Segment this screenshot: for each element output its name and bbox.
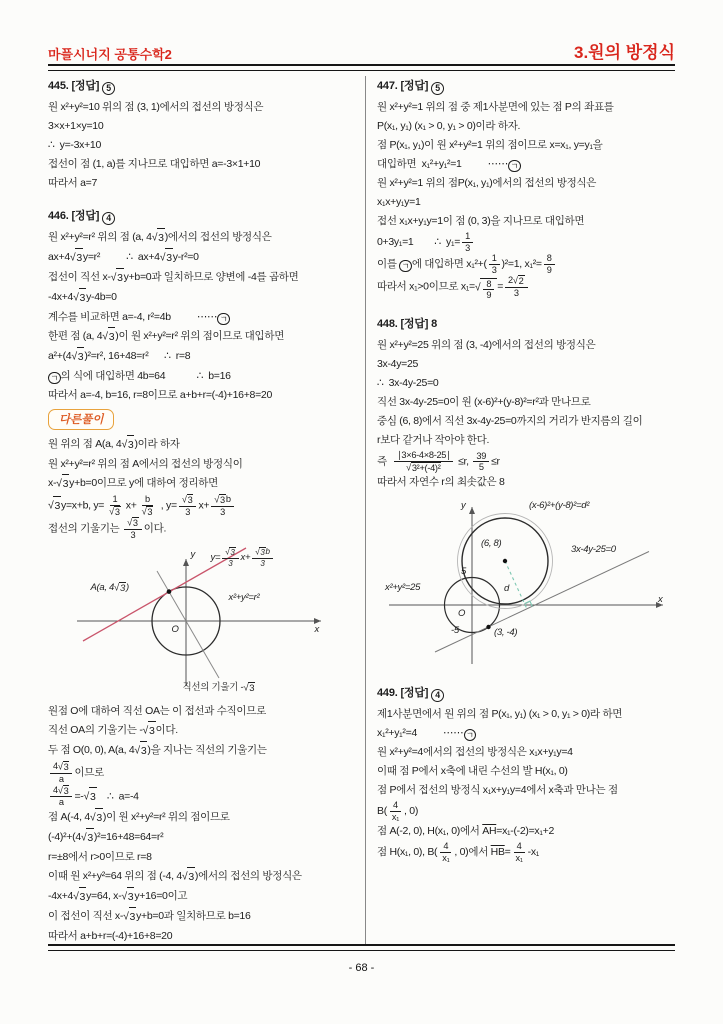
problem-446-solution xyxy=(48,228,353,405)
center-label: (6, 8) xyxy=(481,538,502,550)
text-line: 원 x²+y²=25 위의 점 (3, -4)에서의 접선의 방정식은 xyxy=(377,339,596,352)
alternative-solution-badge: 다른풀이 xyxy=(48,409,114,430)
text-line: 접선의 기울기는 √ 3 3 이다. xyxy=(48,517,167,540)
text-line: ㄱ 의 식에 대입하면 4b=64 ∴ b=16 xyxy=(48,367,353,386)
problem-446-alt-solution-part1 xyxy=(48,435,353,540)
text-line: 점 A(-2, 0), H(x₁, 0)에서 $\overline{AH}=x_1-(-2)=x_1+2$ xyxy=(377,825,554,838)
figure-446-tangent-circle xyxy=(61,546,341,694)
content-columns xyxy=(48,76,675,944)
y-axis-label: y xyxy=(190,549,195,561)
figure-448-canvas xyxy=(377,498,677,670)
header-rule xyxy=(48,64,675,71)
text-line: 이 접선이 직선 x- √ 3 y+b=0과 일치하므로 b=16 xyxy=(48,907,353,927)
text-line: x- √ 3 y+b=0이므로 y에 대하여 정리하면 xyxy=(48,474,353,494)
text-line: 4 √ 3 a =- √ 3 ∴ a=-4 xyxy=(48,785,353,808)
text-line: 직선 3x-4y-25=0이 원 (x-6)²+(y-8)²=r²과 만나므로 xyxy=(377,396,591,409)
text-line: 따라서 x₁>0이므로 x₁= √ $\frac{8}{9}$ = 2 √ 2 3 xyxy=(377,275,674,301)
problem-446-heading: 446. [정답] 4 xyxy=(48,206,353,226)
text-line: 한편 점 (a, 4 √ 3 )이 원 x²+y²=r² 위의 점이므로 대입하면 xyxy=(48,327,353,347)
problem-445 xyxy=(48,76,353,193)
text-line: 점 P에서 접선의 방정식 x₁x+y₁y=4에서 x축과 만나는 점 xyxy=(377,784,618,797)
tangent-line xyxy=(435,552,649,653)
circle-equation-label: x²+y²=r² xyxy=(228,592,260,604)
footer-rule xyxy=(48,944,675,951)
text-line: (-4)²+(4 √ 3 )²=16+48=64=r² xyxy=(48,828,353,848)
column-divider xyxy=(365,76,366,944)
text-line: ∴ 3x-4y-25=0 xyxy=(377,377,439,390)
text-line: 4 √ 3 a 이므로 xyxy=(48,761,353,784)
distance-d-label: d xyxy=(504,583,509,595)
text-line: 계수를 비교하면 a=-4, r²=4b ⋯⋯ ㄱ xyxy=(48,308,353,327)
text-line: 원 x²+y²=4에서의 접선의 방정식은 x₁x+y₁y=4 xyxy=(377,746,573,759)
text-line: 접선이 점 (1, a)를 지나므로 대입하면 a=-3×1+10 xyxy=(48,158,261,170)
text-line: x₁x+y₁y=1 xyxy=(377,196,421,208)
text-line: √ 3 y=x+b, y= 1 √ 3 x+ b √ 3 , y= √ 3 3 x+ √ 3 b 3 xyxy=(48,494,353,517)
text-line: 원 x²+y²=r² 위의 점 (a, 4 √ 3 )에서의 접선의 방정식은 xyxy=(48,228,353,248)
problem-448-solution xyxy=(377,336,674,492)
page-header xyxy=(48,38,675,63)
text-line: 점 H(x₁, 0), B( $\frac{4}{\text{x₁}}$ , 0)에서 $\overline{HB}=$ $\frac{4}{\text{x₁}}$ -x₁ xyxy=(377,841,540,864)
text-line: 원 x²+y²=10 위의 점 (3, 1)에서의 접선의 방정식은 xyxy=(48,101,264,113)
tangency-point-dot xyxy=(486,625,490,629)
problem-445-heading: 445. [정답] 5 xyxy=(48,76,353,96)
x-axis-label: x xyxy=(658,594,663,606)
problem-445-solution xyxy=(48,98,353,193)
center-dot xyxy=(503,559,507,563)
left-column xyxy=(48,76,353,944)
big-circle-equation-label: (x-6)²+(y-8)²=d² xyxy=(529,500,590,512)
text-line: a²+(4 √ 3 )²=r², 16+48=r² ∴ r=8 xyxy=(48,347,353,367)
text-line: 이를 ㄱ 에 대입하면 x₁²+( $\frac{1}{3}$ )²=1, x₁²= $\frac{8}{9}$ xyxy=(377,253,674,275)
text-line: 점 P(x₁, y₁)이 원 x²+y²=1 위의 점이므로 x=x₁, y=y₁을 xyxy=(377,139,603,151)
problem-447 xyxy=(377,76,674,301)
problem-449-solution xyxy=(377,705,674,863)
problem-446 xyxy=(48,206,353,946)
text-line: x₁²+y₁²=4 ⋯⋯ ㄱ xyxy=(377,724,674,743)
origin-label: O xyxy=(458,608,466,620)
page-number: - 68 - xyxy=(348,962,375,974)
problem-447-heading: 447. [정답] 5 xyxy=(377,76,674,96)
text-line: 0+3y₁=1 ∴ y₁= $\frac{1}{3}$ xyxy=(377,231,674,253)
text-line: 3x-4y=25 xyxy=(377,358,419,371)
small-circle-equation-label: x²+y²=25 xyxy=(385,582,421,594)
text-line: ax+4 √ 3 y=r² ∴ ax+4 √ 3 y-r²=0 xyxy=(48,248,353,268)
problem-447-solution xyxy=(377,98,674,301)
tangency-point-label: (3, -4) xyxy=(494,627,518,639)
text-line: -4x+4 √ 3 y-4b=0 xyxy=(48,288,353,308)
text-line: r=±8에서 r>0이므로 r=8 xyxy=(48,850,152,863)
text-line: 중심 (6, 8)에서 직선 3x-4y-25=0까지의 거리가 반지름의 길이 xyxy=(377,415,643,428)
text-line: 원 위의 점 A(a, 4 √ 3 )이라 하자 xyxy=(48,435,353,455)
y-axis-arrow-icon xyxy=(469,507,475,514)
right-column xyxy=(377,76,674,944)
problem-446-alt-solution-part2 xyxy=(48,702,353,945)
text-line: 이때 점 P에서 x축에 내린 수선의 발 H(x₁, 0) xyxy=(377,765,568,778)
text-line: 따라서 a+b+r=(-4)+16+8=20 xyxy=(48,929,173,942)
text-line: 이때 원 x²+y²=64 위의 점 (-4, 4 √ 3 )에서의 접선의 방정식은 xyxy=(48,867,353,887)
text-line: 따라서 자연수 r의 최솟값은 8 xyxy=(377,476,505,489)
text-line: 제1사분면에서 원 위의 점 P(x₁, y₁) (x₁ > 0, y₁ > 0)라 하면 xyxy=(377,708,623,721)
text-line: 접선 x₁x+y₁y=1이 점 (0, 3)을 지나므로 대입하면 xyxy=(377,215,585,227)
text-line: 대입하면 x₁²+y₁²=1 ⋯⋯ ㄱ xyxy=(377,155,674,174)
figure-446-canvas xyxy=(61,546,341,694)
text-line: 원점 O에 대하여 직선 OA는 이 접선과 수직이므로 xyxy=(48,705,266,718)
x-axis-label: x xyxy=(314,624,319,636)
text-line: r보다 같거나 작아야 한다. xyxy=(377,434,490,447)
text-line: -4x+4 √ 3 y=64, x- √ 3 y+16=0이고 xyxy=(48,887,353,907)
text-line: 원 x²+y²=1 위의 점P(x₁, y₁)에서의 접선의 방정식은 xyxy=(377,177,597,189)
text-line: 즉 ∣3×6-4×8-25∣ √ 3²+(-4)² ≤r, $\frac{39}{5}$ ≤r xyxy=(377,450,500,473)
text-line: 직선 OA의 기울기는 - √ 3 이다. xyxy=(48,721,353,741)
line-equation-label: 3x-4y-25=0 xyxy=(571,544,616,556)
chapter-title: 3.원의 방정식 xyxy=(573,43,675,62)
point-a-dot xyxy=(166,590,171,595)
text-line: 원 x²+y²=r² 위의 점 A에서의 접선의 방정식이 xyxy=(48,458,243,470)
problem-449-heading: 449. [정답] 4 xyxy=(377,683,674,703)
text-line: 원 x²+y²=1 위의 점 중 제1사분면에 있는 점 P의 좌표를 xyxy=(377,101,614,113)
text-line: 점 A(-4, 4 √ 3 )이 원 x²+y²=r² 위의 점이므로 xyxy=(48,808,353,828)
problem-448-heading: 448. [정답] 8 xyxy=(377,318,438,331)
figure-448-circles-distance xyxy=(377,498,677,670)
slope-note-label: 직선의 기울기 - √ 3 xyxy=(182,682,255,695)
tick-5-label: 5 xyxy=(461,566,466,578)
text-line: ∴ y=-3x+10 xyxy=(48,139,101,151)
problem-449 xyxy=(377,683,674,863)
tangent-equation-label: y= √ 3 3 x+ √ 3 b 3 xyxy=(211,547,275,568)
y-axis-label: y xyxy=(461,500,466,512)
text-line: 두 점 O(0, 0), A(a, 4 √ 3 )을 지나는 직선의 기울기는 xyxy=(48,741,353,761)
text-line: 접선이 직선 x- √ 3 y+b=0과 일치하므로 양변에 -4를 곱하면 xyxy=(48,268,353,288)
text-line: P(x₁, y₁) (x₁ > 0, y₁ > 0)이라 하자. xyxy=(377,120,521,132)
problem-448 xyxy=(377,314,674,670)
text-line: 따라서 a=7 xyxy=(48,177,98,189)
text-line: 3×x+1×y=10 xyxy=(48,120,104,132)
y-axis-arrow-icon xyxy=(183,559,189,566)
tick-minus5-label: -5 xyxy=(451,625,459,637)
origin-label: O xyxy=(171,624,179,636)
text-line: B( $\frac{4}{\text{x₁}}$ , 0) xyxy=(377,800,419,822)
text-line: 따라서 a=-4, b=16, r=8이므로 a+b+r=(-4)+16+8=20 xyxy=(48,389,272,401)
point-a-label: A(a, 4 √ 3 ) xyxy=(90,582,129,595)
book-title: 마플시너지 공통수학2 xyxy=(48,47,172,62)
